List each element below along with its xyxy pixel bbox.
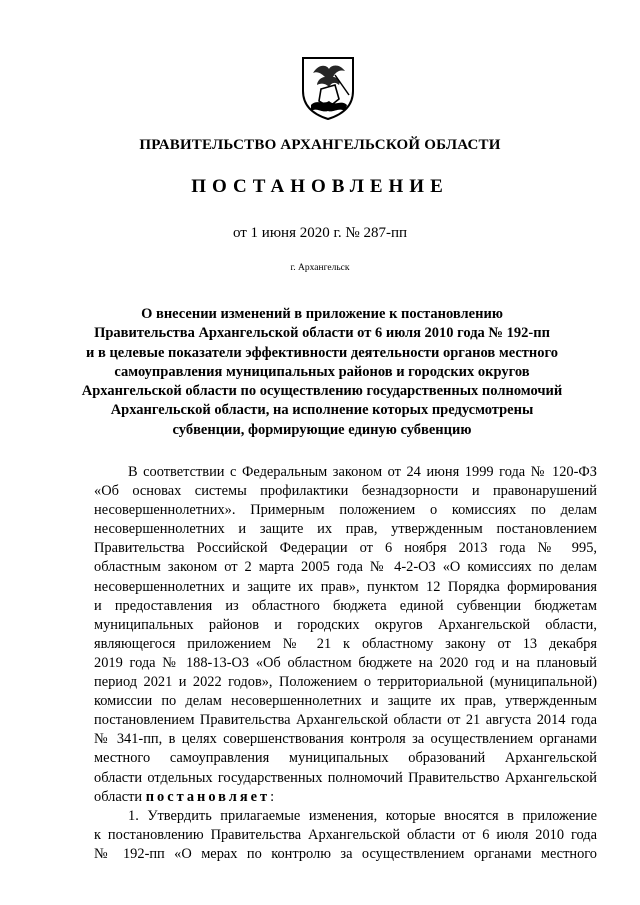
resolve-prefix: области bbox=[94, 788, 143, 805]
body-line: и предоставления из областного бюджета единой субвенции бюджетам bbox=[94, 597, 597, 614]
organization-name: ПРАВИТЕЛЬСТВО АРХАНГЕЛЬСКОЙ ОБЛАСТИ bbox=[139, 137, 501, 153]
title-line: Архангельской области, на исполнение которых предусмотрены bbox=[110, 402, 534, 419]
body-line: 2019 года № 188-13-ОЗ «Об областном бюджете на 2020 год и на плановый bbox=[94, 654, 597, 671]
body-line: комиссии по делам несовершеннолетних и защите их прав, утвержденным bbox=[94, 693, 597, 710]
body-line: несовершеннолетних». Примерным положением о комиссиях по делам bbox=[94, 502, 597, 519]
body-line: период 2021 и 2022 годов», Положением о территориальной (муниципальной) bbox=[94, 674, 597, 691]
body-line: «Об основах системы профилактики безнадзорности и правонарушений bbox=[94, 483, 597, 500]
body-line: области отдельных государственных полномочий Правительство Архангельской bbox=[94, 769, 597, 786]
body-line: В соответствии с Федеральным законом от 24 июня 1999 года № 120-ФЗ bbox=[128, 464, 597, 480]
coat-of-arms-emblem bbox=[299, 55, 357, 121]
resolve-suffix: : bbox=[270, 788, 275, 805]
item-line: к постановлению Правительства Архангельской области от 6 июля 2010 года bbox=[94, 826, 597, 843]
title-line: самоуправления муниципальных районов и городских округов bbox=[114, 363, 530, 380]
title-line: Архангельской области по осуществлению государственных полномочий bbox=[81, 383, 563, 400]
body-line: несовершеннолетних и защите их прав», пунктом 12 Порядка формирования bbox=[94, 578, 597, 595]
document-date-number: от 1 июня 2020 г. № 287-пп bbox=[232, 225, 408, 241]
item-line: 1. Утвердить прилагаемые изменения, которые вносятся в приложение bbox=[128, 807, 597, 824]
body-line: Правительства Российской Федерации от 6 ноября 2013 года № 995, bbox=[94, 540, 597, 557]
body-line: № 341-пп, в целях совершенствования контроля за осуществлением органами bbox=[94, 731, 597, 748]
title-line: О внесении изменений в приложение к постановлению bbox=[141, 306, 503, 322]
resolve-line bbox=[94, 788, 597, 807]
document-title bbox=[80, 305, 564, 440]
title-line: и в целевые показатели эффективности деятельности органов местного bbox=[86, 344, 558, 361]
body-line: несовершеннолетних и защите их прав, утвержденным постановлением bbox=[94, 521, 597, 538]
title-line: субвенции, формирующие единую субвенцию bbox=[172, 421, 472, 438]
body-line: муниципальных районов и городских округов Архангельской области, bbox=[94, 616, 597, 633]
body-line: постановлением Правительства Архангельской области от 21 августа 2014 года bbox=[94, 712, 597, 729]
document-type: ПОСТАНОВЛЕНИЕ bbox=[191, 176, 449, 197]
resolve-keyword: постановляет bbox=[145, 788, 271, 805]
document-body bbox=[94, 463, 597, 864]
title-line: Правительства Архангельской области от 6 июля 2010 года № 192-пп bbox=[94, 325, 550, 342]
item-line: № 192-пп «О мерах по контролю за осуществлением органами местного bbox=[94, 845, 597, 862]
body-line: являющегося приложением № 21 к областному закону от 13 декабря bbox=[94, 635, 597, 652]
body-line: областным законом от 2 марта 2005 года № 4-2-ОЗ «О комиссиях по делам bbox=[94, 559, 597, 576]
document-city: г. Архангельск bbox=[290, 263, 350, 273]
body-line: местного самоуправления муниципальных образований Архангельской bbox=[94, 750, 597, 767]
